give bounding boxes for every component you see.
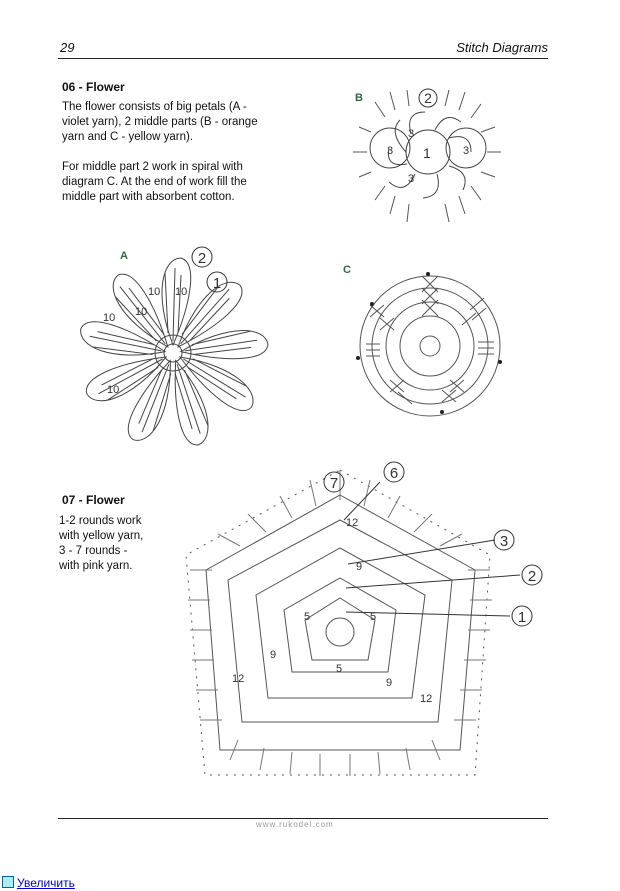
diagram-07-callout: 2 (527, 568, 537, 585)
diagram-a-petals (78, 258, 270, 448)
diagram-07-callout: 3 (499, 533, 509, 550)
section-07-title: 07 - Flower (62, 493, 125, 507)
diagram-a-round-label: 10 (148, 286, 161, 298)
diagram-07-callout: 1 (517, 609, 527, 626)
section-06-line: violet yarn), 2 middle parts (B - orange (62, 116, 258, 128)
diagram-a-chart (55, 245, 285, 480)
footer-url: www.rukodel.com (256, 820, 334, 829)
diagram-07-round-label: 5 (336, 663, 343, 675)
page-header-title: Stitch Diagrams (456, 40, 548, 55)
diagram-07-rounds (186, 470, 490, 775)
section-06-line (62, 145, 282, 160)
footer-rule (58, 818, 548, 819)
section-07-description (59, 514, 179, 574)
diagram-b-chart (345, 82, 515, 242)
diagram-c-marker (440, 410, 444, 414)
section-06-line: yarn and C - yellow yarn). (62, 131, 194, 143)
section-06-line: middle part with absorbent cotton. (62, 191, 235, 203)
diagram-a-round-label: 10 (103, 312, 116, 324)
diagram-c-marker (498, 360, 502, 364)
diagram-07-stitches (188, 470, 492, 776)
diagram-b-label: B (355, 92, 363, 104)
diagram-c-marker (426, 272, 430, 276)
diagram-a-round-label: 10 (107, 384, 120, 396)
diagram-07-round-label: 5 (370, 611, 377, 623)
section-06-line: The flower consists of big petals (A - (62, 101, 247, 113)
diagram-07-round-label: 12 (232, 673, 245, 685)
diagram-a-callout: 2 (197, 250, 207, 267)
diagram-a-round-label: 10 (135, 306, 148, 318)
section-07-line: 1-2 rounds work (59, 515, 142, 527)
section-06-line: diagram C. At the end of work fill the (62, 176, 247, 188)
zoom-icon[interactable] (2, 876, 14, 888)
diagram-a-round-label: 10 (175, 286, 188, 298)
diagram-b-round-label: 1 (423, 145, 431, 161)
zoom-link[interactable]: Увеличить (17, 876, 75, 890)
diagram-c-marker (370, 302, 374, 306)
diagram-07-round-label: 12 (346, 517, 359, 529)
diagram-b-round-label: 3 (408, 173, 415, 185)
diagram-c-label: C (343, 264, 351, 276)
diagram-b-round-label: 3 (408, 128, 415, 140)
diagram-07-chart (170, 460, 550, 810)
diagram-b-round-label: 3 (463, 145, 470, 157)
diagram-c-chart (350, 270, 510, 420)
page-number: 29 (60, 40, 75, 55)
diagram-c-marker (356, 356, 360, 360)
section-07-line: with yellow yarn, (59, 530, 144, 542)
section-06-title: 06 - Flower (62, 80, 125, 94)
diagram-b-callout: 2 (424, 90, 432, 106)
diagram-07-round-label: 9 (270, 649, 277, 661)
diagram-c-stitches (366, 276, 494, 404)
section-06-description (62, 100, 282, 205)
diagram-a-label: A (120, 250, 128, 262)
diagram-b-round-label: 3 (387, 145, 394, 157)
section-07-line: 3 - 7 rounds - (59, 545, 128, 557)
diagram-07-round-label: 12 (420, 693, 433, 705)
zoom-control (2, 876, 75, 890)
diagram-07-round-label: 5 (304, 611, 311, 623)
diagram-07-round-label: 9 (386, 677, 393, 689)
section-06-line: For middle part 2 work in spiral with (62, 161, 243, 173)
header-rule (58, 58, 548, 59)
diagram-07-callout: 6 (389, 465, 399, 482)
diagram-07-callout: 7 (329, 475, 339, 492)
section-07-line: with pink yarn. (59, 560, 133, 572)
diagram-07-round-label: 9 (356, 561, 363, 573)
diagram-a-callout: 1 (212, 275, 222, 292)
